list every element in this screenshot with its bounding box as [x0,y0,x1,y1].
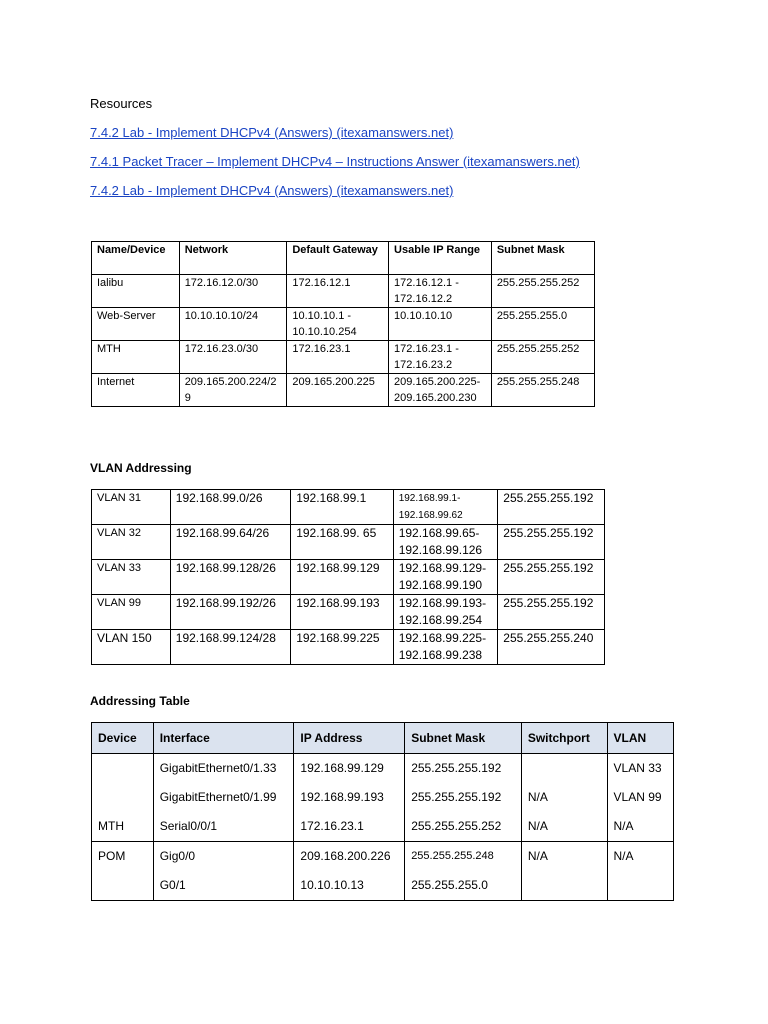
cell-device-pom [92,842,154,901]
table-header-row [92,242,595,275]
cell-device: MTH [92,341,180,374]
cell-vlan: VLAN 99 [92,595,171,630]
vlan-addressing-heading: VLAN Addressing [90,461,192,475]
header-name-device: Name/Device [92,242,180,275]
interface-label: G0/1 [159,878,186,892]
vlan: N/A [613,819,634,833]
switchport [528,754,601,783]
cell-gateway: 192.168.99.129 [291,560,394,595]
cell-ip-range: 209.165.200.225-209.165.200.230 [389,374,492,407]
cell-ip-range: 172.16.12.1 - 172.16.12.2 [389,275,492,308]
table-row [92,374,595,407]
cell-ip-addresses [294,754,405,842]
cell-gateway: 172.16.12.1 [287,275,389,308]
cell-subnet-mask: 255.255.255.248 [491,374,594,407]
cell-network: 172.16.23.0/30 [179,341,287,374]
cell-switchport [521,842,607,901]
table-row-pom [92,842,674,901]
header-subnet-mask: Subnet Mask [491,242,594,275]
table-row [92,525,605,560]
header-interface: Interface [153,723,294,754]
addressing-table-heading: Addressing Table [90,694,190,708]
device-network-table [91,241,595,407]
resource-link-3[interactable]: 7.4.2 Lab - Implement DHCPv4 (Answers) (itexamanswers.net) [90,183,454,198]
cell-network: 192.168.99.128/26 [170,560,290,595]
cell-subnet-mask: 255.255.255.192 [498,490,605,525]
table-header-row [92,723,674,754]
header-switchport: Switchport [521,723,607,754]
ip-address: 192.168.99.129 [300,761,384,775]
subnet-mask: 255.255.255.192 [411,761,502,775]
cell-gateway: 192.168.99. 65 [291,525,394,560]
cell-network: 10.10.10.10/24 [179,308,287,341]
device-label: POM [98,849,126,863]
header-subnet-mask: Subnet Mask [405,723,522,754]
cell-subnet-mask: 255.255.255.192 [498,595,605,630]
cell-gateway: 192.168.99.225 [291,630,394,665]
switchport: N/A [527,849,548,863]
cell-network: 192.168.99.124/28 [170,630,290,665]
cell-switchports [521,754,607,842]
header-usable-ip-range: Usable IP Range [389,242,492,275]
subnet-mask: 255.255.255.252 [411,819,502,833]
cell-ip-range: 192.168.99.1-192.168.99.62 [393,490,498,525]
switchport: N/A [527,790,548,804]
cell-subnet-mask: 255.255.255.240 [498,630,605,665]
vlan: VLAN 33 [613,761,662,775]
interface-label: Serial0/0/1 [159,819,218,833]
cell-subnet-masks [405,754,522,842]
cell-ip-range: 192.168.99.129-192.168.99.190 [393,560,498,595]
cell-device: Internet [92,374,180,407]
device-label: MTH [98,819,124,833]
cell-device-mth [92,754,154,842]
cell-gateway: 192.168.99.193 [291,595,394,630]
subnet-mask: 255.255.255.248 [411,850,494,862]
cell-subnet-mask: 255.255.255.192 [498,525,605,560]
ip-address: 10.10.10.13 [300,878,364,892]
cell-gateway: 209.165.200.225 [287,374,389,407]
cell-gateway: 10.10.10.1 - 10.10.10.254 [287,308,389,341]
cell-device: Web-Server [92,308,180,341]
table-row [92,275,595,308]
interface-label: GigabitEthernet0/1.99 [159,790,277,804]
switchport: N/A [527,819,548,833]
cell-device: Ialibu [92,275,180,308]
table-row [92,341,595,374]
cell-ip-addresses [294,842,405,901]
cell-ip-range: 192.168.99.225-192.168.99.238 [393,630,498,665]
vlan-addressing-table [91,489,605,665]
subnet-mask: 255.255.255.192 [411,790,502,804]
ip-address: 172.16.23.1 [300,819,364,833]
ip-address: 209.168.200.226 [300,849,391,863]
cell-vlan: VLAN 150 [92,630,171,665]
cell-network: 192.168.99.64/26 [170,525,290,560]
cell-vlans [607,754,673,842]
cell-network: 192.168.99.192/26 [170,595,290,630]
header-ip-address: IP Address [294,723,405,754]
table-row-mth [92,754,674,842]
cell-ip-range: 10.10.10.10 [389,308,492,341]
header-default-gateway: Default Gateway [287,242,389,275]
cell-vlan: VLAN 33 [92,560,171,595]
header-vlan: VLAN [607,723,673,754]
cell-ip-range: 192.168.99.65-192.168.99.126 [393,525,498,560]
cell-gateway: 172.16.23.1 [287,341,389,374]
cell-subnet-mask: 255.255.255.252 [491,275,594,308]
ip-address: 192.168.99.193 [300,790,384,804]
cell-network: 172.16.12.0/30 [179,275,287,308]
cell-ip-range: 172.16.23.1 - 172.16.23.2 [389,341,492,374]
cell-subnet-masks [405,842,522,901]
cell-network: 209.165.200.224/29 [179,374,287,407]
table-row [92,490,605,525]
table-row [92,308,595,341]
cell-interfaces [153,754,294,842]
cell-vlan [607,842,673,901]
header-network: Network [179,242,287,275]
cell-vlan: VLAN 31 [92,490,171,525]
cell-subnet-mask: 255.255.255.192 [498,560,605,595]
vlan: VLAN 99 [613,790,662,804]
cell-subnet-mask: 255.255.255.252 [491,341,594,374]
table-row [92,595,605,630]
header-device: Device [92,723,154,754]
interface-label: GigabitEthernet0/1.33 [159,761,277,775]
vlan: N/A [613,849,634,863]
cell-network: 192.168.99.0/26 [170,490,290,525]
resource-link-1[interactable]: 7.4.2 Lab - Implement DHCPv4 (Answers) (itexamanswers.net) [90,125,454,140]
cell-ip-range: 192.168.99.193-192.168.99.254 [393,595,498,630]
cell-vlan: VLAN 32 [92,525,171,560]
cell-subnet-mask: 255.255.255.0 [491,308,594,341]
cell-gateway: 192.168.99.1 [291,490,394,525]
addressing-table [91,722,674,901]
interface-label: Gig0/0 [159,849,196,863]
subnet-mask: 255.255.255.0 [411,878,488,892]
table-row [92,630,605,665]
cell-interfaces [153,842,294,901]
resources-heading: Resources [90,96,153,111]
table-row [92,560,605,595]
resource-link-2[interactable]: 7.4.1 Packet Tracer – Implement DHCPv4 – Instructions Answer (itexamanswers.net) [90,154,580,169]
